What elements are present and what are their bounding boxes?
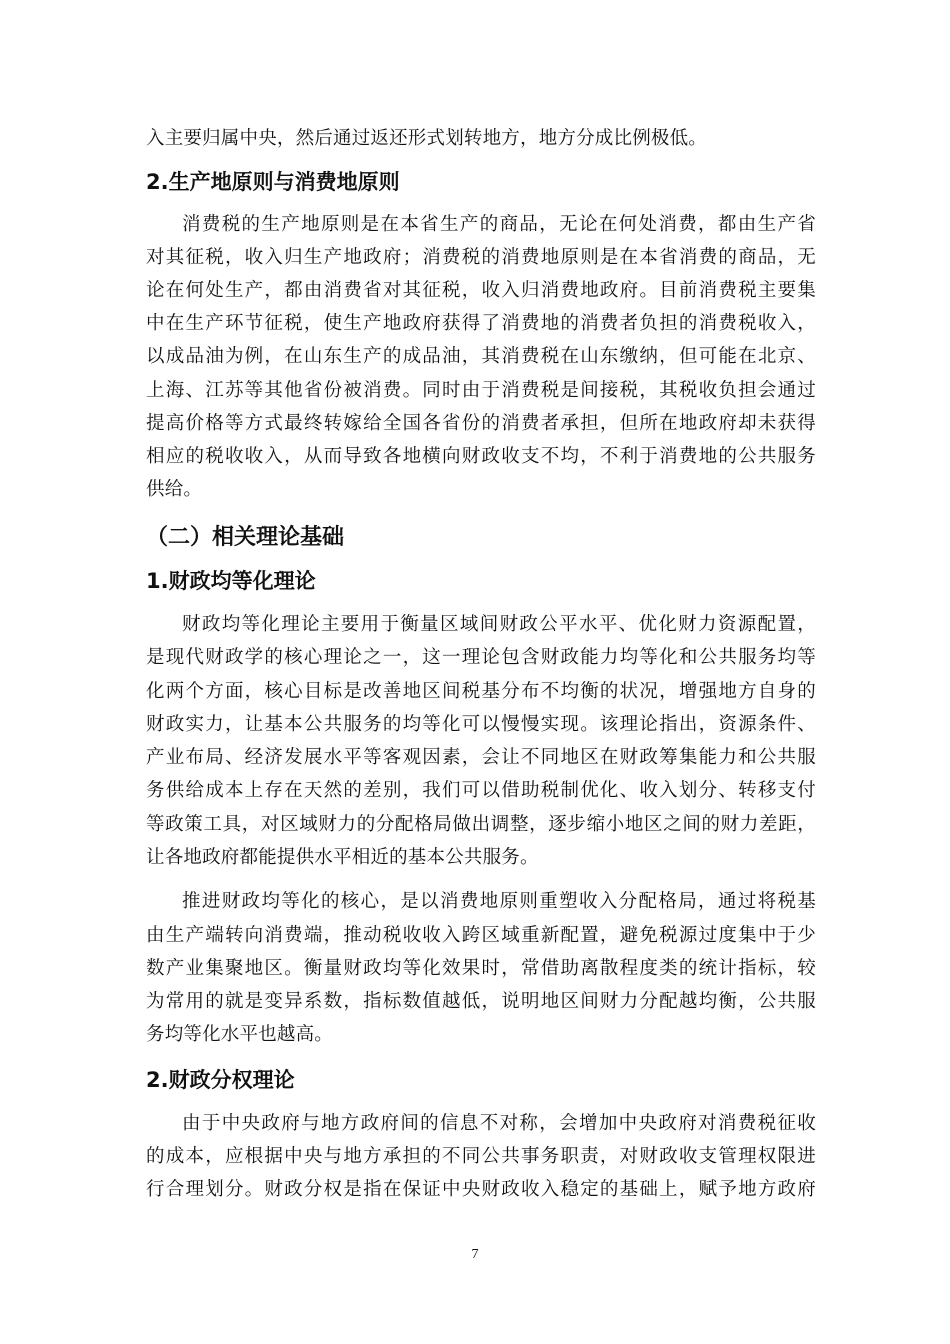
paragraph-line: 相应的税收收入，从而导致各地横向财政收支不均，不利于消费地的公共服务 [146,446,816,467]
paragraph-line: 论在何处生产，都由消费省对其征税，收入归消费地政府。目前消费税主要集 [146,280,816,301]
paragraph-line: 由于中央政府与地方政府间的信息不对称，会增加中央政府对消费税征收 [182,1113,816,1134]
paragraph-line: 供给。 [146,479,203,500]
paragraph-line: 化两个方面，核心目标是改善地区间税基分布不均衡的状况，增强地方自身的 [146,681,816,702]
page-number: 7 [471,1247,479,1262]
paragraph-line: 上海、江苏等其他省份被消费。同时由于消费税是间接税，其税收负担会通过 [146,380,816,401]
paragraph-line: 对其征税，收入归生产地政府；消费税的消费地原则是在本省消费的商品，无 [146,247,816,268]
paragraph-line: 由生产端转向消费端，推动税收收入跨区域重新配置，避免税源过度集中于少 [146,925,816,946]
paragraph-line: 等政策工具，对区域财力的分配格局做出调整，逐步缩小地区之间的财力差距， [146,814,816,835]
paragraph-line: 产业布局、经济发展水平等客观因素，会让不同地区在财政筹集能力和公共服 [146,747,816,768]
section-title: （二）相关理论基础 [146,525,345,550]
paragraph-line: 消费税的生产地原则是在本省生产的商品，无论在何处消费，都由生产省 [182,214,816,235]
paragraph-line: 的成本，应根据中央与地方承担的不同公共事务职责，对财政收支管理权限进 [146,1146,816,1167]
paragraph-line: 推进财政均等化的核心，是以消费地原则重塑收入分配格局，通过将税基 [182,891,816,912]
subheading: 1.财政均等化理论 [146,569,316,593]
subheading: 2.财政分权理论 [146,1068,295,1092]
subheading: 2.生产地原则与消费地原则 [146,170,400,194]
paragraph-line: 数产业集聚地区。衡量财政均等化效果时，常借助离散程度类的统计指标，较 [146,958,816,979]
paragraph-line: 提高价格等方式最终转嫁给全国各省份的消费者承担，但所在地政府却未获得 [146,413,816,434]
paragraph-line: 财政均等化理论主要用于衡量区域间财政公平水平、优化财力资源配置， [182,614,816,635]
paragraph-line: 中在生产环节征税，使生产地政府获得了消费地的消费者负担的消费税收入， [146,313,816,334]
paragraph-line: 入主要归属中央，然后通过返还形式划转地方，地方分成比例极低。 [146,128,708,149]
paragraph-line: 让各地政府都能提供水平相近的基本公共服务。 [146,847,539,868]
paragraph-line: 务均等化水平也越高。 [146,1024,334,1045]
paragraph-line: 以成品油为例，在山东生产的成品油，其消费税在山东缴纳，但可能在北京、 [146,346,816,367]
paragraph-line: 为常用的就是变异系数，指标数值越低，说明地区间财力分配越均衡，公共服 [146,991,816,1012]
paragraph-line: 是现代财政学的核心理论之一，这一理论包含财政能力均等化和公共服务均等 [146,647,816,668]
paragraph-line: 财政实力，让基本公共服务的均等化可以慢慢实现。该理论指出，资源条件、 [146,714,816,735]
paragraph-line: 行合理划分。财政分权是指在保证中央财政收入稳定的基础上，赋予地方政府 [146,1179,816,1200]
paragraph-line: 务供给成本上存在天然的差别，我们可以借助税制优化、收入划分、转移支付 [146,780,816,801]
